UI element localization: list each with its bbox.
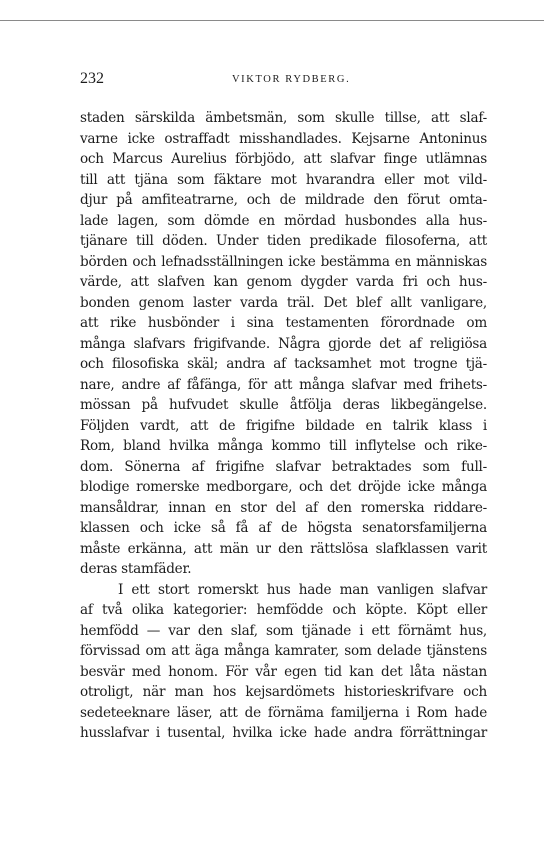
text-line: måste erkänna, att män ur den rättslösa slafklassen varit [80,540,487,557]
text-line: till att tjäna som fäktare mot hvarandra eller mot vild- [80,171,487,188]
text-line: Rom, bland hvilka många kommo till inflytelse och rike- [80,438,487,454]
text-line: lade lagen, som dömde en mördad husbondes alla hus- [80,212,487,229]
text-line: djur på amfiteatrarne, och de mildrade den förut omta- [80,192,487,208]
text-line: börden och lefnadsställningen icke bestämma en människas [80,253,487,270]
text-line: nare, andre af fåfänga, för att många slafvar med frihets- [80,376,487,393]
text-line: I ett stort romerskt hus hade man vanligen slafvar [118,581,487,598]
text-line: förvissad om att äga många kamrater, som delade tjänstens [80,643,487,659]
text-line: många slafvars frigifvande. Några gjorde det af religiösa [80,335,487,352]
text-line: otroligt, när man hos kejsardömets historieskrifvare och [80,684,487,700]
running-head: VIKTOR RYDBERG. [232,74,351,85]
text-line: värde, att slafven kan genom dygder varda fri och hus- [80,274,487,290]
page-header [80,70,490,90]
text-line: att rike husbönder i sina testamenten förordnade om [80,315,487,331]
text-line: husslafvar i tusental, hvilka icke hade andra förrättningar [80,725,487,741]
text-line: mössan på hufvudet skulle åtfölja deras likbegängelse. [80,397,487,413]
text-line: blodige romerske medborgare, och det dröjde icke många [80,479,487,495]
text-line: hemfödd — var den slaf, som tjänade i ett förnämt hus, [80,622,487,639]
text-line: sedeteeknare läser, att de förnäma familjerna i Rom hade [80,704,487,721]
text-line: af två olika kategorier: hemfödde och köpte. Köpt eller [80,602,487,618]
text-line: besvär med honom. För vår egen tid kan det låta nästan [80,663,487,680]
text-line: och filosofiska skäl; andra af tacksamhet mot trogne tjä- [80,356,487,372]
text-line: dom. Sönerna af frigifne slafvar betraktades som full- [80,458,487,475]
text-line: varne icke ostraffadt misshandlades. Kejsarne Antoninus [80,130,487,147]
text-line: bonden genom laster varda träl. Det blef allt vanligare, [80,294,487,311]
text-line: klassen och icke så få af de högsta senatorsfamiljerna [80,520,487,536]
text-line: Följden vardt, att de frigifne bildade en talrik klass i [80,417,487,434]
text-line: mansåldrar, innan en stor del af den romerska riddare- [80,499,487,516]
text-line: staden särskilda ämbetsmän, som skulle tillse, att slaf- [80,110,487,126]
top-rule [0,20,544,21]
page-number: 232 [80,70,104,87]
text-line: deras stamfäder. [80,561,192,577]
text-line: tjänare till döden. Under tiden predikade filosoferna, att [80,233,487,249]
text-line: och Marcus Aurelius förbjödo, att slafvar finge utlämnas [80,151,487,167]
body-text [80,108,487,744]
